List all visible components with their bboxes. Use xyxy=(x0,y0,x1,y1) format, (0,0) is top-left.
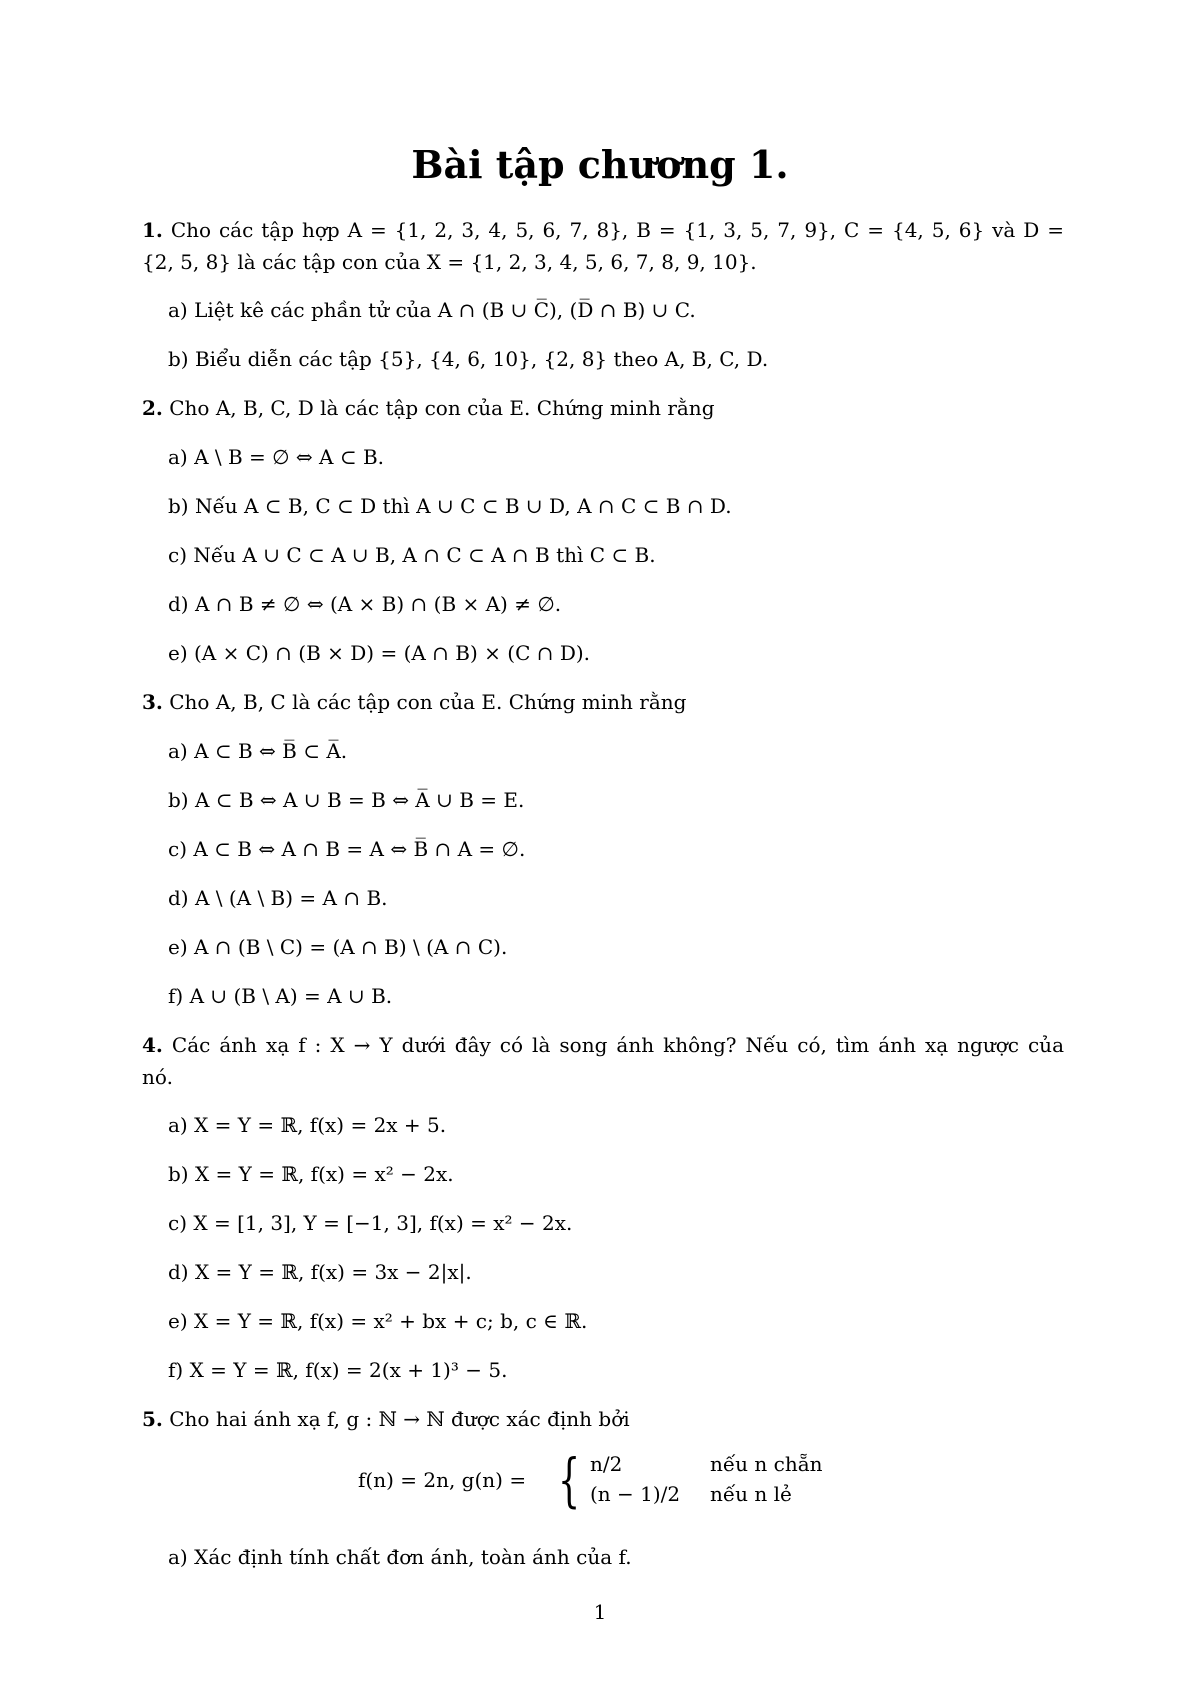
problem-1-line-1: Cho các tập hợp A = {1, 2, 3, 4, 5, 6, 7, 8}, B = {1, 3, 5, 7, 9}, C = {4, 5, 6} và D = xyxy=(170,218,1064,242)
problem-1-line-2: {2, 5, 8} là các tập con của X = {1, 2, 3, 4, 5, 6, 7, 8, 9, 10}. xyxy=(142,250,757,274)
problem-2-statement xyxy=(142,395,715,421)
problem-3-item-d: d) A \ (A \ B) = A ∩ B. xyxy=(168,886,388,910)
problem-4-item-c: c) X = [1, 3], Y = [−1, 3], f(x) = x² − 2x. xyxy=(168,1211,573,1235)
problem-2-item-a: a) A \ B = ∅ ⇔ A ⊂ B. xyxy=(168,445,385,469)
problem-4-statement xyxy=(142,1032,1064,1058)
left-brace: { xyxy=(558,1446,581,1514)
problem-5-item-a: a) Xác định tính chất đơn ánh, toàn ánh của f. xyxy=(168,1545,632,1569)
problem-3-item-e: e) A ∩ (B \ C) = (A ∩ B) \ (A ∩ C). xyxy=(168,935,508,959)
problem-3-item-c: c) A ⊂ B ⇔ A ∩ B = A ⇔ B̅ ∩ A = ∅. xyxy=(168,837,526,861)
problem-5-text: Cho hai ánh xạ f, g : ℕ → ℕ được xác định bởi xyxy=(169,1407,630,1431)
problem-3-text: Cho A, B, C là các tập con của E. Chứng minh rằng xyxy=(169,690,687,714)
problem-4-item-f: f) X = Y = ℝ, f(x) = 2(x + 1)³ − 5. xyxy=(168,1358,508,1382)
problem-2-item-e: e) (A × C) ∩ (B × D) = (A ∩ B) × (C ∩ D). xyxy=(168,641,591,665)
case-1-expression: n/2 xyxy=(590,1452,623,1476)
problem-2-item-b: b) Nếu A ⊂ B, C ⊂ D thì A ∪ C ⊂ B ∪ D, A ∩ C ⊂ B ∩ D. xyxy=(168,494,732,518)
problem-4-line-2: nó. xyxy=(142,1065,173,1089)
problem-4-number: 4. xyxy=(142,1033,163,1057)
case-2-expression: (n − 1)/2 xyxy=(590,1482,681,1506)
problem-4-item-b: b) X = Y = ℝ, f(x) = x² − 2x. xyxy=(168,1162,454,1186)
problem-5-statement xyxy=(142,1406,630,1432)
problem-2-item-d: d) A ∩ B ≠ ∅ ⇔ (A × B) ∩ (B × A) ≠ ∅. xyxy=(168,592,562,616)
page-number: 1 xyxy=(593,1600,607,1624)
problem-1-number: 1. xyxy=(142,218,163,242)
case-2-condition: nếu n lẻ xyxy=(710,1482,792,1506)
problem-3-number: 3. xyxy=(142,690,163,714)
problem-2-item-c: c) Nếu A ∪ C ⊂ A ∪ B, A ∩ C ⊂ A ∩ B thì C ⊂ B. xyxy=(168,543,656,567)
problem-1-item-a: a) Liệt kê các phần tử của A ∩ (B ∪ C̅), (D̅ ∩ B) ∪ C. xyxy=(168,298,696,322)
problem-4-item-a: a) X = Y = ℝ, f(x) = 2x + 5. xyxy=(168,1113,447,1137)
problem-4-item-d: d) X = Y = ℝ, f(x) = 3x − 2|x|. xyxy=(168,1260,472,1284)
problem-4-item-e: e) X = Y = ℝ, f(x) = x² + bx + c; b, c ∈ ℝ. xyxy=(168,1309,588,1333)
problem-2-text: Cho A, B, C, D là các tập con của E. Chứng minh rằng xyxy=(169,396,715,420)
problem-3-item-f: f) A ∪ (B \ A) = A ∪ B. xyxy=(168,984,393,1008)
problem-3-item-b: b) A ⊂ B ⇔ A ∪ B = B ⇔ A̅ ∪ B = E. xyxy=(168,788,525,812)
problem-3-statement xyxy=(142,689,686,715)
page-title: Bài tập chương 1. xyxy=(411,142,789,187)
problem-2-number: 2. xyxy=(142,396,163,420)
problem-5-number: 5. xyxy=(142,1407,163,1431)
problem-4-line-1: Các ánh xạ f : X → Y dưới đây có là song ánh không? Nếu có, tìm ánh xạ ngược của xyxy=(171,1033,1064,1057)
problem-3-item-a: a) A ⊂ B ⇔ B̅ ⊂ A̅. xyxy=(168,739,348,763)
case-1-condition: nếu n chẵn xyxy=(710,1452,823,1476)
formula-lhs: f(n) = 2n, g(n) = xyxy=(358,1468,527,1492)
problem-1-item-b: b) Biểu diễn các tập {5}, {4, 6, 10}, {2, 8} theo A, B, C, D. xyxy=(168,347,769,371)
problem-1-statement xyxy=(142,217,1064,243)
